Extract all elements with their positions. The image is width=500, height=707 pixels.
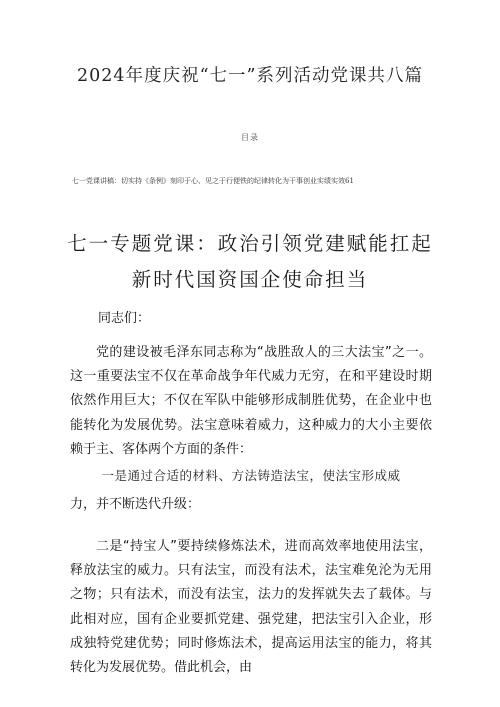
toc-heading: 目录 <box>241 133 259 142</box>
body-paragraph: 力，并不断迭代升级： <box>70 497 201 512</box>
lecture-title: 七一专题党课：政治引领党建赋能扛起新时代国资国企使命担当 <box>67 232 433 291</box>
body-paragraph: 党的建设被毛泽东同志称为“战胜敌人的三大法宝”之一。这一重要法宝不仅在革命战争年代威力无穷，在和平建设时期依然作用巨大；不仅在军队中能够形成制胜优势，在企业中也能转化为发展优势。法宝意味着威力，这种威力的大小主要依赖于主、客体两个方面的条件： <box>70 345 432 457</box>
salutation: 同志们： <box>98 311 151 326</box>
document-title: 2024年度庆祝“七一”系列活动党课共八篇 <box>77 66 423 86</box>
toc-entry[interactable]: 七一党课讲稿：切实持《条例》刻印于心、见之于行便铁的纪律转化为干事创业实绩实效61 <box>72 177 354 185</box>
body-paragraph: 二是“持宝人”要持续修炼法术，进而高效率地使用法宝，释放法宝的威力。只有法宝，而没有法术，法宝难免沦为无用之物；只有法术，而没有法宝，法力的发挥就失去了载体。与此相对应，国有企业要抓党建、强党建，把法宝引入企业，形成独特党建优势；同时修炼法术，提高运用法宝的能力，将其转化为发展优势。借此机会，由 <box>70 539 432 676</box>
point-one-text: 一是通过合适的材料、方法铸造法宝，使法宝形成威 <box>101 468 401 483</box>
